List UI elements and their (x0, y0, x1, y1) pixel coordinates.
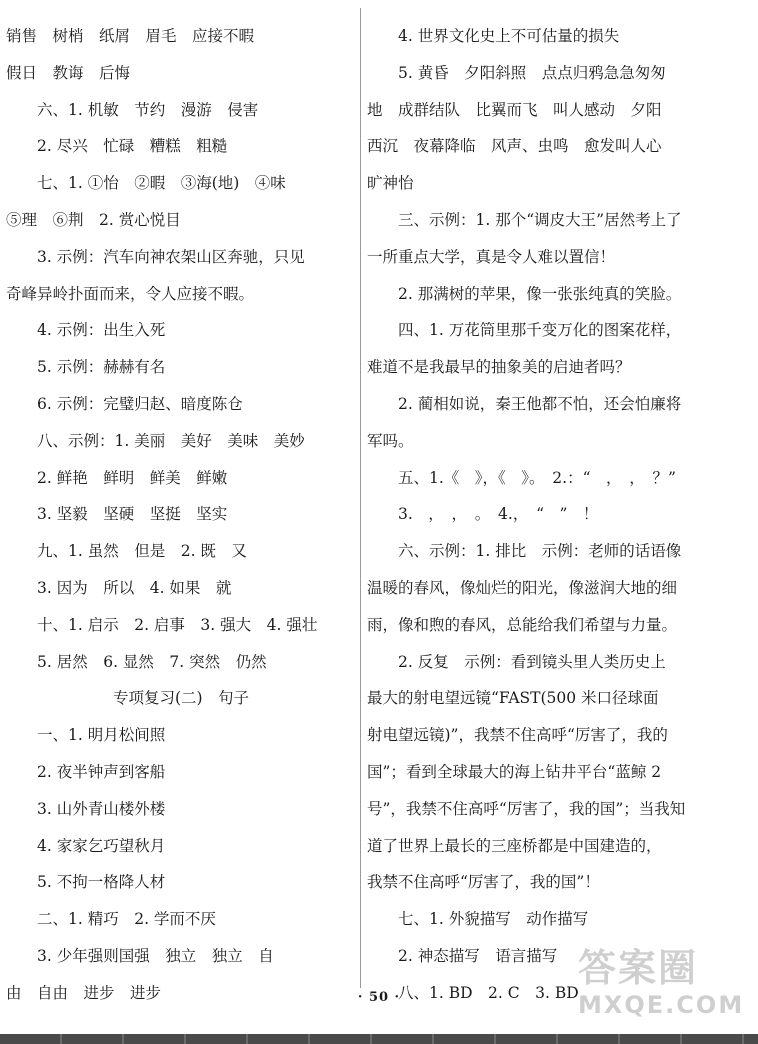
text-line: 由 自由 进步 进步 (6, 983, 162, 1002)
text-line: ⑤理 ⑥荆 2. 赏心悦目 (6, 210, 181, 229)
text-line: 3. 坚毅 坚硬 坚挺 坚实 (37, 505, 228, 524)
bottom-border (0, 1034, 758, 1044)
section-heading: 八、示例：1. 美丽 美好 美味 美妙 (37, 431, 305, 450)
text-line: 假日 教诲 后悔 (6, 63, 131, 82)
text-line: 2. 夜半钟声到客船 (37, 762, 166, 781)
watermark-title: 答案圈 (578, 945, 699, 990)
section-heading: 九、1. 虽然 但是 2. 既 又 (37, 542, 247, 561)
text-line: 道了世界上最长的三座桥都是中国建造的， (367, 836, 662, 855)
watermark-url: MXQE.COM (578, 991, 745, 1019)
section-heading: 四、1. 万花筒里那千变万化的图案花样， (398, 321, 682, 340)
section-heading: 二、1. 精巧 2. 学而不厌 (37, 910, 216, 929)
text-line: 6. 示例：完璧归赵、暗度陈仓 (37, 394, 243, 413)
text-line: 射电望远镜)”，我禁不住高呼“厉害了，我的 (367, 726, 668, 745)
text-line: 军吗。 (367, 431, 414, 450)
text-line: 3. 少年强则国强 独立 独立 自 (37, 946, 274, 965)
text-line: 最大的射电望远镜“FAST(500 米口径球面 (367, 689, 659, 708)
section-heading: 七、1. 外貌描写 动作描写 (398, 910, 589, 929)
text-line: 2. 尽兴 忙碌 糟糕 粗糙 (37, 137, 228, 156)
text-line: 我禁不住高呼“厉害了，我的国”！ (367, 873, 600, 892)
text-line: 奇峰异岭扑面而来，令人应接不暇。 (6, 284, 255, 303)
section-heading: 六、1. 机敏 节约 漫游 侵害 (37, 100, 259, 119)
text-line: 4. 家家乞巧望秋月 (37, 836, 166, 855)
text-line: 5. 示例：赫赫有名 (37, 358, 166, 377)
text-line: 5. 居然 6. 显然 7. 突然 仍然 (37, 652, 267, 671)
text-line: 2. 神态描写 语言描写 (398, 946, 558, 965)
text-line: 西沉 夜幕降临 风声、虫鸣 愈发叫人心 (367, 137, 662, 156)
text-line: 2. 蔺相如说，秦王他都不怕，还会怕廉将 (398, 394, 682, 413)
text-line: 5. 不拘一格降人材 (37, 873, 166, 892)
text-line: 3. 因为 所以 4. 如果 就 (37, 578, 232, 597)
section-heading: 三、示例：1. 那个“调皮大王”居然考上了 (398, 210, 682, 229)
text-line: 5. 黄昏 夕阳斜照 点点归鸦急急匆匆 (398, 63, 666, 82)
text-line: 温暖的春风，像灿烂的阳光，像滋润大地的细 (367, 578, 678, 597)
section-heading: 八、1. BD 2. C 3. BD (398, 983, 579, 1002)
text-line: 3. ， ， 。 4.， “ ” ！ (398, 505, 599, 524)
text-line: 号”，我禁不住高呼“厉害了，我的国”；当我知 (367, 799, 686, 818)
text-line: 3. 山外青山楼外楼 (37, 799, 166, 818)
section-heading: 一、1. 明月松间照 (37, 726, 166, 745)
text-line: 2. 那满树的苹果，像一张张纯真的笑脸。 (398, 284, 682, 303)
text-line: 2. 鲜艳 鲜明 鲜美 鲜嫩 (37, 468, 228, 487)
text-line: 3. 示例：汽车向神农架山区奔驰，只见 (37, 247, 305, 266)
section-title: 专项复习(二) 句子 (112, 689, 250, 708)
text-line: 4. 示例：出生入死 (37, 321, 166, 340)
section-heading: 五、1.《 》，《 》。 2.：“ ， ， ？” (398, 468, 676, 487)
column-divider (360, 8, 361, 988)
page-number: · 50 · (357, 990, 401, 1005)
left-column (6, 18, 356, 1012)
text-line: 2. 反复 示例：看到镜头里人类历史上 (398, 652, 666, 671)
text-line: 一所重点大学，真是令人难以置信！ (367, 247, 616, 266)
text-line: 地 成群结队 比翼而飞 叫人感动 夕阳 (367, 100, 662, 119)
text-line: 销售 树梢 纸屑 眉毛 应接不暇 (6, 27, 255, 45)
text-line: 国”；看到全球最大的海上钻井平台“蓝鲸 2 (367, 762, 662, 781)
right-column (367, 18, 739, 1012)
text-line: 4. 世界文化史上不可估量的损失 (398, 27, 620, 45)
section-heading: 十、1. 启示 2. 启事 3. 强大 4. 强壮 (37, 615, 318, 634)
text-line: 旷神怡 (367, 174, 414, 193)
section-heading: 七、1. ①怡 ②暇 ③海(地) ④味 (37, 174, 286, 193)
section-heading: 六、示例：1. 排比 示例：老师的话语像 (398, 542, 682, 561)
text-line: 难道不是我最早的抽象美的启迪者吗？ (367, 358, 631, 377)
text-line: 雨，像和煦的春风，总能给我们希望与力量。 (367, 615, 678, 634)
